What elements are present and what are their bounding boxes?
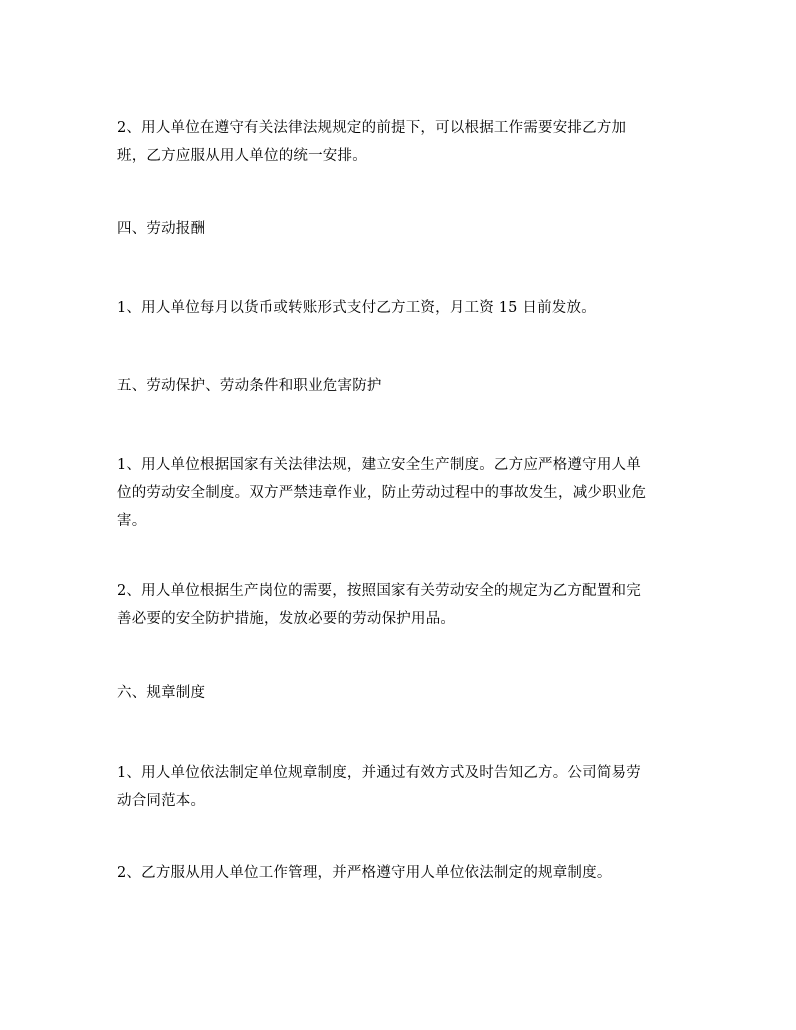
paragraph-line: 害。 (117, 513, 147, 529)
paragraph-line: 位的劳动安全制度。双方严禁违章作业，防止劳动过程中的事故发生，减少职业危 (117, 485, 647, 501)
paragraph-line: 善必要的安全防护措施，发放必要的劳动保护用品。 (117, 611, 456, 627)
paragraph-obey-rules (117, 859, 689, 887)
section-heading-regulations (117, 679, 689, 707)
paragraph-line: 2、用人单位在遵守有关法律法规规定的前提下，可以根据工作需要安排乙方加 (117, 120, 627, 136)
paragraph-line: 2、用人单位根据生产岗位的需要，按照国家有关劳动安全的规定为乙方配置和完 (117, 583, 641, 599)
paragraph-protective-measures (117, 577, 689, 633)
section-heading-labor-protection (117, 372, 689, 400)
paragraph-rules-notice (117, 759, 689, 815)
paragraph-salary (117, 294, 689, 322)
paragraph-line: 班，乙方应服从用人单位的统一安排。 (117, 148, 367, 164)
section-heading-remuneration (117, 215, 689, 243)
paragraph-line: 1、用人单位依法制定单位规章制度，并通过有效方式及时告知乙方。公司简易劳 (117, 765, 641, 781)
paragraph-line: 动合同范本。 (117, 793, 206, 809)
paragraph-line: 1、用人单位每月以货币或转账形式支付乙方工资，月工资 15 日前发放。 (117, 300, 596, 316)
heading-text: 五、劳动保护、劳动条件和职业危害防护 (117, 378, 382, 394)
paragraph-safety-system (117, 451, 689, 535)
heading-text: 四、劳动报酬 (117, 221, 206, 237)
paragraph-line: 1、用人单位根据国家有关法律法规，建立安全生产制度。乙方应严格遵守用人单 (117, 457, 641, 473)
paragraph-line: 2、乙方服从用人单位工作管理，并严格遵守用人单位依法制定的规章制度。 (117, 865, 612, 881)
paragraph-overtime (117, 114, 689, 170)
heading-text: 六、规章制度 (117, 685, 206, 701)
